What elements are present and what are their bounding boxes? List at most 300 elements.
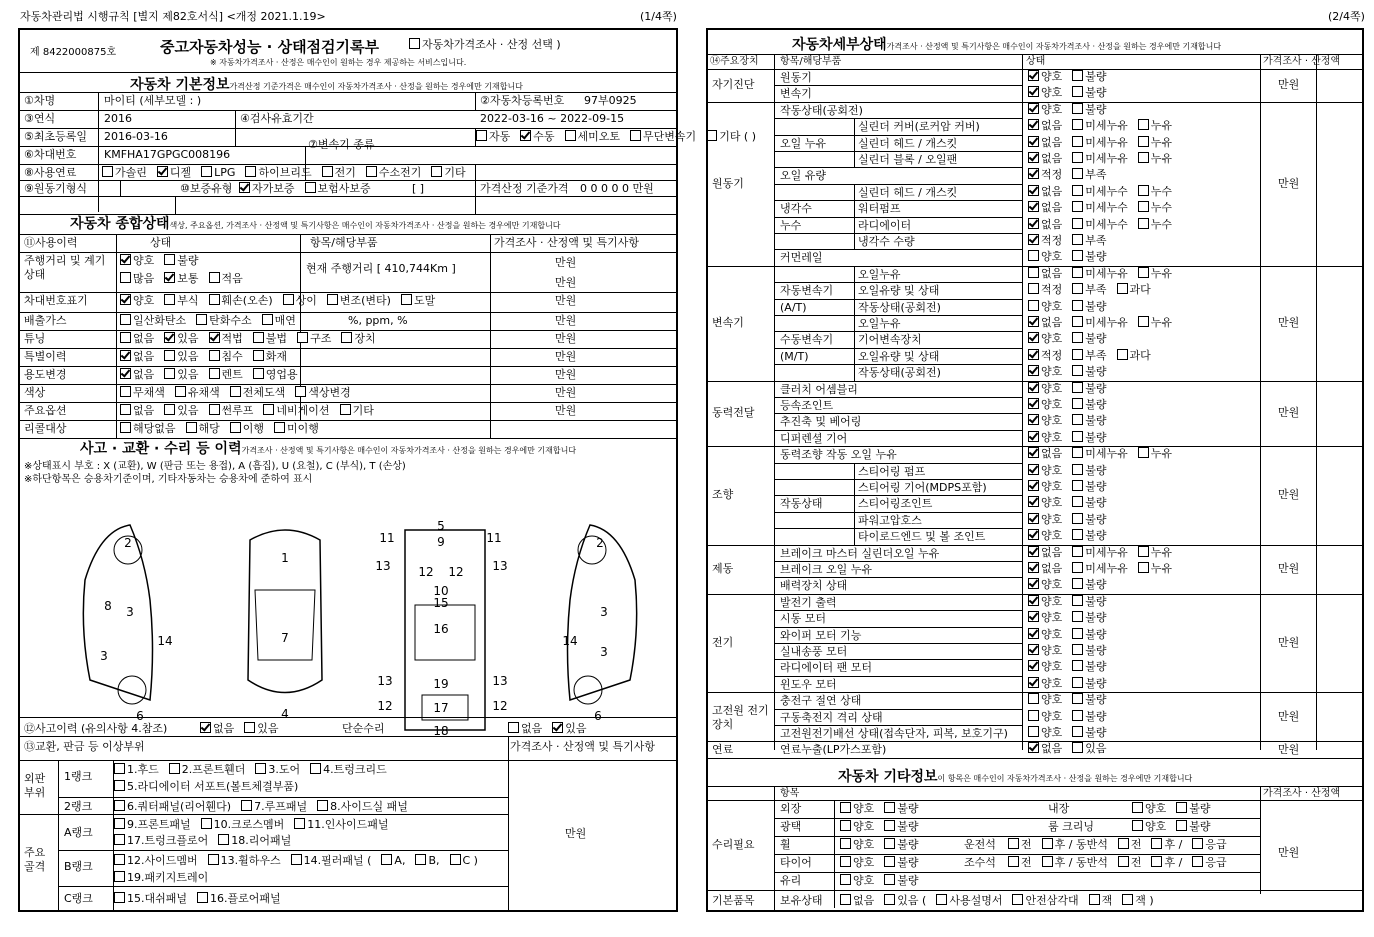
device-group-8: 연료 (712, 742, 734, 756)
detail-row-23-label-1: 미세누유 (1085, 447, 1128, 461)
detail-row-30-checkbox-2[interactable] (1138, 562, 1149, 573)
detail-row-0-group (1024, 70, 1113, 84)
detail-row-33-label-1: 불량 (1085, 611, 1107, 625)
detail-row-35-checkbox-1[interactable] (1072, 644, 1083, 655)
detail-row-29-checkbox-2[interactable] (1138, 546, 1149, 557)
detail-row-16-checkbox-0[interactable] (1028, 332, 1039, 343)
detail-row-5-checkbox-0[interactable] (1028, 152, 1039, 163)
tuning-label-4: 구조 (310, 332, 332, 345)
vin-mark-checkbox-2[interactable] (209, 294, 220, 305)
rankB-parts-checkbox-2[interactable] (291, 854, 302, 865)
mileage-level-checkbox-2[interactable] (209, 272, 220, 283)
detail-row-0-checkbox-1[interactable] (1072, 70, 1083, 81)
usage-change-checkbox-0[interactable] (120, 368, 131, 379)
detail-row-4-checkbox-2[interactable] (1138, 136, 1149, 147)
rankA-parts-checkbox-0[interactable] (114, 818, 125, 829)
other-glass-checkbox-0[interactable] (840, 874, 851, 885)
detail-row-19-checkbox-1[interactable] (1072, 382, 1083, 393)
manwon-5: 만원 (555, 332, 577, 345)
detail-row-38-checkbox-0[interactable] (1028, 693, 1039, 704)
row-part-8: 워터펌프 (858, 202, 901, 216)
detail-row-7-checkbox-1[interactable] (1072, 185, 1083, 196)
detail-row-11-checkbox-1[interactable] (1072, 250, 1083, 261)
rankB-parts-checkbox-3[interactable] (381, 854, 392, 865)
color-checkbox-3[interactable] (295, 386, 306, 397)
detail-row-34-checkbox-0[interactable] (1028, 628, 1039, 639)
detail-row-20-checkbox-1[interactable] (1072, 398, 1083, 409)
detail-row-27-checkbox-0[interactable] (1028, 513, 1039, 524)
detail-row-31-checkbox-1[interactable] (1072, 578, 1083, 589)
detail-row-33-checkbox-0[interactable] (1028, 611, 1039, 622)
detail-row-30-label-1: 미세누유 (1085, 562, 1128, 575)
rankA2-parts-checkbox-0[interactable] (114, 834, 125, 845)
detail-row-29-checkbox-1[interactable] (1072, 546, 1083, 557)
device-manwon-2: 만원 (1278, 316, 1300, 330)
recall-label-3: 미이행 (287, 422, 319, 435)
detail-row-26-checkbox-1[interactable] (1072, 496, 1083, 507)
detail-row-23-label-0: 없음 (1041, 447, 1063, 461)
special-history-checkbox-0[interactable] (120, 350, 131, 361)
detail-row-41-checkbox-0[interactable] (1028, 742, 1039, 753)
interior-checkbox-0[interactable] (1132, 802, 1143, 813)
tuning-checkbox-1[interactable] (164, 332, 175, 343)
detail-row-12-label-1: 미세누유 (1085, 266, 1128, 280)
detail-row-1-checkbox-1[interactable] (1072, 86, 1083, 97)
detail-row-18-checkbox-1[interactable] (1072, 365, 1083, 376)
fuel-type-checkbox-1[interactable] (157, 166, 168, 177)
detail-row-8-checkbox-2[interactable] (1138, 201, 1149, 212)
transmission-type-a-checkbox-0[interactable] (476, 130, 487, 141)
rankC-parts-checkbox-1[interactable] (197, 892, 208, 903)
emission-checkbox-2[interactable] (262, 314, 273, 325)
detail-row-8-checkbox-1[interactable] (1072, 201, 1083, 212)
rankB-parts-checkbox-4[interactable] (415, 854, 426, 865)
main-options-checkbox-3[interactable] (263, 404, 274, 415)
detail-row-15-checkbox-0[interactable] (1028, 316, 1039, 327)
detail-row-38-checkbox-1[interactable] (1072, 693, 1083, 704)
fuel-type-checkbox-2[interactable] (201, 166, 212, 177)
row-part-3: 실린더 커버(로커암 커버) (858, 120, 980, 134)
emission-checkbox-0[interactable] (120, 314, 131, 325)
detail-row-5-checkbox-1[interactable] (1072, 152, 1083, 163)
detail-row-32-checkbox-1[interactable] (1072, 595, 1083, 606)
tuning-label-2: 적법 (221, 332, 243, 345)
wheel-position-checkbox-2[interactable] (1118, 838, 1129, 849)
row-item-37: 윈도우 모터 (780, 677, 837, 691)
tuning-checkbox-0[interactable] (120, 332, 131, 343)
detail-row-6-checkbox-1[interactable] (1072, 168, 1083, 179)
detail-row-24-checkbox-0[interactable] (1028, 464, 1039, 475)
detail-row-9-checkbox-2[interactable] (1138, 218, 1149, 229)
detail-row-19-label-0: 양호 (1041, 381, 1063, 395)
color-checkbox-1[interactable] (175, 386, 186, 397)
wheel-position-checkbox-0[interactable] (1008, 838, 1019, 849)
own-status-checkbox-3[interactable] (1012, 894, 1023, 905)
rankA2-parts-group (110, 834, 297, 848)
diagram-part-14-13: 14 (157, 634, 173, 648)
vin-mark-label-5: 도말 (413, 294, 436, 307)
accident-history-checkbox-1[interactable] (244, 722, 255, 733)
usage-change-checkbox-1[interactable] (164, 368, 175, 379)
rankA2-parts-label-0: 17.트렁크플로어 (127, 834, 209, 847)
own-status-label-4: 잭 (1101, 894, 1113, 907)
detail-row-13-checkbox-2[interactable] (1117, 283, 1128, 294)
detail-row-12-checkbox-0[interactable] (1028, 267, 1039, 278)
rankC-parts-checkbox-0[interactable] (114, 892, 125, 903)
other-ext-checkbox-1[interactable] (884, 802, 895, 813)
detail-row-15-checkbox-2[interactable] (1138, 316, 1149, 327)
detail-row-13-label-1: 부족 (1085, 283, 1107, 297)
rankA-parts-checkbox-2[interactable] (294, 818, 305, 829)
detail-row-9-label-0: 없음 (1041, 217, 1063, 231)
main-options-checkbox-2[interactable] (209, 404, 220, 415)
detail-row-23-checkbox-2[interactable] (1138, 447, 1149, 458)
warranty-bracket: [ ] (412, 182, 425, 195)
detail-row-36-checkbox-1[interactable] (1072, 660, 1083, 671)
other-shine-checkbox-1[interactable] (884, 820, 895, 831)
row-sub-9: 누수 (780, 218, 802, 232)
detail-row-7-checkbox-2[interactable] (1138, 185, 1149, 196)
detail-row-2-checkbox-0[interactable] (1028, 103, 1039, 114)
tuning-checkbox-5[interactable] (341, 332, 352, 343)
warranty-type-checkbox-1[interactable] (305, 182, 316, 193)
rankB-parts-checkbox-0[interactable] (114, 854, 125, 865)
device-manwon-4: 만원 (1278, 488, 1300, 502)
other-tire-label-0: 양호 (853, 856, 875, 869)
rank1-parts-checkbox-0[interactable] (114, 763, 125, 774)
detail-row-28-checkbox-1[interactable] (1072, 529, 1083, 540)
other-glass-label-0: 양호 (853, 874, 875, 887)
detail-row-11-checkbox-0[interactable] (1028, 250, 1039, 261)
detail-row-17-label-0: 적정 (1041, 348, 1063, 362)
recall-checkbox-1[interactable] (186, 422, 197, 433)
wheel-position-checkbox-1[interactable] (1042, 838, 1053, 849)
vin-mark-label-2: 훼손(오손) (221, 294, 273, 307)
vin-mark-checkbox-3[interactable] (283, 294, 294, 305)
row-item-23: 동력조향 작동 오일 누유 (780, 448, 897, 462)
rank2-parts-checkbox-0[interactable] (114, 800, 125, 811)
detail-row-9-checkbox-0[interactable] (1028, 218, 1039, 229)
detail-row-3-checkbox-2[interactable] (1138, 119, 1149, 130)
rank1-parts-checkbox-2[interactable] (255, 763, 266, 774)
diagram-part-3-30: 3 (100, 649, 108, 663)
detail-row-4-checkbox-0[interactable] (1028, 136, 1039, 147)
fuel-type-checkbox-6[interactable] (431, 166, 442, 177)
detail-row-19-checkbox-0[interactable] (1028, 382, 1039, 393)
other-tire-checkbox-0[interactable] (840, 856, 851, 867)
other-shine-checkbox-0[interactable] (840, 820, 851, 831)
warranty-type-label-1: 보험사보증 (317, 182, 371, 195)
detail-row-37-checkbox-1[interactable] (1072, 677, 1083, 688)
detail-row-6-checkbox-0[interactable] (1028, 168, 1039, 179)
detail-row-23-checkbox-1[interactable] (1072, 447, 1083, 458)
other-glass-checkbox-1[interactable] (884, 874, 895, 885)
other-tire-checkbox-1[interactable] (884, 856, 895, 867)
detail-row-8-checkbox-0[interactable] (1028, 201, 1039, 212)
detail-row-25-checkbox-0[interactable] (1028, 480, 1039, 491)
detail-row-13-checkbox-1[interactable] (1072, 283, 1083, 294)
row-item-39: 구동축전지 격리 상태 (780, 710, 883, 724)
mileage-level-group (116, 272, 249, 286)
own-status-label: 보유상태 (780, 894, 823, 907)
emission-checkbox-1[interactable] (196, 314, 207, 325)
detail-row-3-checkbox-1[interactable] (1072, 119, 1083, 130)
detail-row-27-checkbox-1[interactable] (1072, 513, 1083, 524)
detail-row-1-checkbox-0[interactable] (1028, 86, 1039, 97)
detail-row-40-checkbox-1[interactable] (1072, 726, 1083, 737)
diagram-part-13-27: 13 (492, 674, 508, 688)
wheel-position-checkbox-3[interactable] (1151, 838, 1162, 849)
detail-row-41-checkbox-1[interactable] (1072, 742, 1083, 753)
vin-mark-checkbox-1[interactable] (164, 294, 175, 305)
detail-row-4-checkbox-1[interactable] (1072, 136, 1083, 147)
detail-head-status: 상태 (1026, 56, 1046, 67)
tuning-checkbox-3[interactable] (253, 332, 264, 343)
vin-mark-checkbox-4[interactable] (327, 294, 338, 305)
fuel-type-checkbox-0[interactable] (102, 166, 113, 177)
transmission-type-a-checkbox-1[interactable] (520, 130, 531, 141)
detail-row-25-checkbox-1[interactable] (1072, 480, 1083, 491)
detail-row-14-group (1024, 300, 1113, 314)
row-part-28: 타이로드엔드 및 볼 조인트 (858, 530, 986, 544)
other-wheel-checkbox-0[interactable] (840, 838, 851, 849)
tire-position-checkbox-4[interactable] (1192, 856, 1203, 867)
meter-state-group (116, 254, 205, 268)
own-status-checkbox-2[interactable] (936, 894, 947, 905)
special-history-checkbox-3[interactable] (253, 350, 264, 361)
fuel-type-checkbox-3[interactable] (245, 166, 256, 177)
detail-row-20-checkbox-0[interactable] (1028, 398, 1039, 409)
special-history-checkbox-1[interactable] (164, 350, 175, 361)
detail-row-22-group (1024, 431, 1113, 445)
detail-row-7-checkbox-0[interactable] (1028, 185, 1039, 196)
row-part-10: 냉각수 수량 (858, 235, 915, 248)
detail-row-37-group (1024, 677, 1113, 691)
other-ext-checkbox-0[interactable] (840, 802, 851, 813)
rank1b-parts-group (110, 780, 304, 794)
emission-group (116, 314, 302, 328)
accident-history-checkbox-0[interactable] (200, 722, 211, 733)
detail-row-3-checkbox-0[interactable] (1028, 119, 1039, 130)
mileage-level-checkbox-1[interactable] (164, 272, 175, 283)
detail-row-35-checkbox-0[interactable] (1028, 644, 1039, 655)
vin-value: KMFHA17GPGC008196 (104, 148, 231, 161)
meter-state-checkbox-1[interactable] (164, 254, 175, 265)
detail-row-36-label-1: 불량 (1085, 660, 1107, 674)
detail-row-14-checkbox-0[interactable] (1028, 300, 1039, 311)
interior-checkbox-1[interactable] (1176, 802, 1187, 813)
usage-change-label: 용도변경 (24, 368, 67, 381)
detail-row-30-checkbox-1[interactable] (1072, 562, 1083, 573)
meter-state-checkbox-0[interactable] (120, 254, 131, 265)
rankB-parts-checkbox-1[interactable] (208, 854, 219, 865)
wheel-position-checkbox-4[interactable] (1192, 838, 1203, 849)
detail-row-3-label-2: 누유 (1150, 119, 1173, 133)
manwon-7: 만원 (555, 368, 577, 381)
rank1-parts-checkbox-3[interactable] (310, 763, 321, 774)
other-tire-group (836, 856, 925, 870)
overall-status-note: 색상, 주요옵션, 가격조사 · 산정액 및 특기사항은 매수인이 자동차가격조사 · 산정을 원하는 경우에만 기재합니다 (169, 221, 561, 230)
detail-row-39-label-1: 불량 (1085, 709, 1107, 723)
detail-row-40-checkbox-0[interactable] (1028, 726, 1039, 737)
rankA2-parts-checkbox-1[interactable] (218, 834, 229, 845)
price-check-select-checkbox[interactable] (409, 38, 420, 49)
tuning-checkbox-4[interactable] (297, 332, 308, 343)
rankB2-parts-checkbox-0[interactable] (114, 871, 125, 882)
detail-row-15-checkbox-1[interactable] (1072, 316, 1083, 327)
other-wheel-checkbox-1[interactable] (884, 838, 895, 849)
detail-row-10-checkbox-1[interactable] (1072, 234, 1083, 245)
fuel-type-checkbox-5[interactable] (366, 166, 377, 177)
detail-row-21-label-0: 양호 (1041, 414, 1063, 428)
detail-row-38-label-0: 양호 (1041, 693, 1063, 707)
detail-row-31-checkbox-0[interactable] (1028, 578, 1039, 589)
detail-row-13-group (1024, 283, 1157, 297)
detail-row-18-checkbox-0[interactable] (1028, 365, 1039, 376)
color-checkbox-2[interactable] (230, 386, 241, 397)
tire-position-checkbox-3[interactable] (1151, 856, 1162, 867)
usage-change-checkbox-2[interactable] (209, 368, 220, 379)
tuning-checkbox-2[interactable] (209, 332, 220, 343)
own-status-checkbox-5[interactable] (1122, 894, 1133, 905)
detail-row-30-checkbox-0[interactable] (1028, 562, 1039, 573)
row-part-16: 기어변속장치 (858, 333, 922, 347)
rank2-parts-checkbox-1[interactable] (241, 800, 252, 811)
recall-checkbox-2[interactable] (230, 422, 241, 433)
row-sub-4: 오일 누유 (780, 136, 827, 150)
detail-row-30-label-2: 누유 (1150, 562, 1173, 575)
row-item-20: 등속조인트 (780, 399, 834, 412)
detail-row-7-label-1: 미세누수 (1085, 184, 1128, 198)
main-options-checkbox-1[interactable] (164, 404, 175, 415)
row-item-33: 시동 모터 (780, 612, 827, 626)
rank1-parts-checkbox-1[interactable] (169, 763, 180, 774)
detail-row-17-checkbox-2[interactable] (1117, 349, 1128, 360)
mileage-level-checkbox-0[interactable] (120, 272, 131, 283)
detail-row-24-group (1024, 464, 1113, 478)
detail-row-36-checkbox-0[interactable] (1028, 660, 1039, 671)
detail-row-37-checkbox-0[interactable] (1028, 677, 1039, 688)
other-wheel-label-1: 불량 (897, 838, 919, 851)
detail-row-17-label-1: 부족 (1085, 348, 1107, 362)
detail-row-14-checkbox-1[interactable] (1072, 300, 1083, 311)
detail-row-12-checkbox-2[interactable] (1138, 267, 1149, 278)
detail-row-21-checkbox-1[interactable] (1072, 414, 1083, 425)
vin-mark-checkbox-5[interactable] (401, 294, 412, 305)
detail-row-39-checkbox-0[interactable] (1028, 710, 1039, 721)
simple-repair-checkbox-1[interactable] (552, 722, 563, 733)
row-item-1: 변속기 (780, 87, 812, 101)
wheel-position-label-3: 후 / (1164, 838, 1183, 851)
vin-mark-label-4: 변조(변타) (339, 294, 391, 307)
warranty-type-checkbox-0[interactable] (239, 182, 250, 193)
tire-position-checkbox-0[interactable] (1008, 856, 1019, 867)
detail-row-39-label-0: 양호 (1041, 709, 1063, 723)
detail-row-10-checkbox-0[interactable] (1028, 234, 1039, 245)
color-label-0: 무채색 (133, 386, 165, 399)
tire-position-checkbox-2[interactable] (1118, 856, 1129, 867)
fuel-type-checkbox-4[interactable] (322, 166, 333, 177)
detail-row-26-checkbox-0[interactable] (1028, 496, 1039, 507)
detail-row-17-checkbox-0[interactable] (1028, 349, 1039, 360)
usage-change-checkbox-3[interactable] (253, 368, 264, 379)
detail-row-12-checkbox-1[interactable] (1072, 267, 1083, 278)
accident-history-label: ⑫사고이력 (유의사항 4.참조) (24, 722, 168, 735)
room-cleaning-checkbox-1[interactable] (1176, 820, 1187, 831)
usage-change-label-3: 영업용 (265, 368, 298, 381)
transmission-type-a-checkbox-2[interactable] (565, 130, 576, 141)
rank2-parts-label-2: 8.사이드실 패널 (330, 800, 408, 813)
recall-checkbox-0[interactable] (120, 422, 131, 433)
detail-row-17-checkbox-1[interactable] (1072, 349, 1083, 360)
main-options-checkbox-0[interactable] (120, 404, 131, 415)
emission-units: %, ppm, % (348, 314, 408, 327)
own-status-checkbox-0[interactable] (840, 894, 851, 905)
detail-row-22-checkbox-0[interactable] (1028, 431, 1039, 442)
rank2-parts-checkbox-2[interactable] (317, 800, 328, 811)
color-checkbox-0[interactable] (120, 386, 131, 397)
vin-mark-checkbox-0[interactable] (120, 294, 131, 305)
detail-row-27-label-0: 양호 (1041, 512, 1063, 526)
detail-row-1-group (1024, 86, 1113, 100)
detail-row-5-checkbox-2[interactable] (1138, 152, 1149, 163)
own-status-checkbox-4[interactable] (1089, 894, 1100, 905)
detail-row-28-checkbox-0[interactable] (1028, 529, 1039, 540)
color-label-2: 전체도색 (242, 386, 286, 399)
tire-position-checkbox-1[interactable] (1042, 856, 1053, 867)
room-cleaning-checkbox-0[interactable] (1132, 820, 1143, 831)
recall-label: 리콜대상 (24, 422, 67, 435)
detail-row-29-checkbox-0[interactable] (1028, 546, 1039, 557)
detail-row-33-label-0: 양호 (1041, 611, 1063, 625)
detail-row-16-checkbox-1[interactable] (1072, 332, 1083, 343)
accident-history-note: 가격조사 · 산정액 및 특기사항은 매수인이 자동차가격조사 · 산정을 원하는 경우에만 기재합니다 (241, 446, 577, 455)
diagram-part-18-17: 18 (433, 724, 449, 738)
tuning-label-1: 있음 (177, 332, 199, 345)
manwon-2: 만원 (555, 276, 577, 289)
own-status-group (836, 894, 1160, 908)
detail-row-0-checkbox-0[interactable] (1028, 70, 1039, 81)
detail-row-23-checkbox-0[interactable] (1028, 447, 1039, 458)
detail-row-24-checkbox-1[interactable] (1072, 464, 1083, 475)
detail-row-21-checkbox-0[interactable] (1028, 414, 1039, 425)
detail-row-33-checkbox-1[interactable] (1072, 611, 1083, 622)
own-status-label-5: 잭 ) (1135, 894, 1154, 907)
transmission-type-a-label-2: 세미오토 (577, 130, 621, 143)
main-options-checkbox-4[interactable] (340, 404, 351, 415)
detail-row-9-checkbox-1[interactable] (1072, 218, 1083, 229)
special-history-checkbox-2[interactable] (209, 350, 220, 361)
other-ext-label: 외장 (780, 802, 802, 815)
simple-repair-checkbox-0[interactable] (508, 722, 519, 733)
rankB-parts-checkbox-5[interactable] (450, 854, 461, 865)
detail-row-34-checkbox-1[interactable] (1072, 628, 1083, 639)
detail-row-2-label-1: 불량 (1085, 102, 1107, 116)
detail-row-22-checkbox-1[interactable] (1072, 431, 1083, 442)
detail-row-2-checkbox-1[interactable] (1072, 103, 1083, 114)
tuning-label-3: 불법 (265, 332, 288, 345)
detail-row-32-checkbox-0[interactable] (1028, 595, 1039, 606)
other-ext-group (836, 802, 925, 816)
transmission-type-a-checkbox-3[interactable] (630, 130, 641, 141)
detail-row-39-checkbox-1[interactable] (1072, 710, 1083, 721)
rankA-parts-checkbox-1[interactable] (201, 818, 212, 829)
detail-row-13-checkbox-0[interactable] (1028, 283, 1039, 294)
own-status-checkbox-1[interactable] (884, 894, 895, 905)
rank1b-parts-checkbox-0[interactable] (114, 780, 125, 791)
recall-checkbox-3[interactable] (274, 422, 285, 433)
rankA-parts-label-2: 11.인사이드패널 (307, 818, 389, 831)
